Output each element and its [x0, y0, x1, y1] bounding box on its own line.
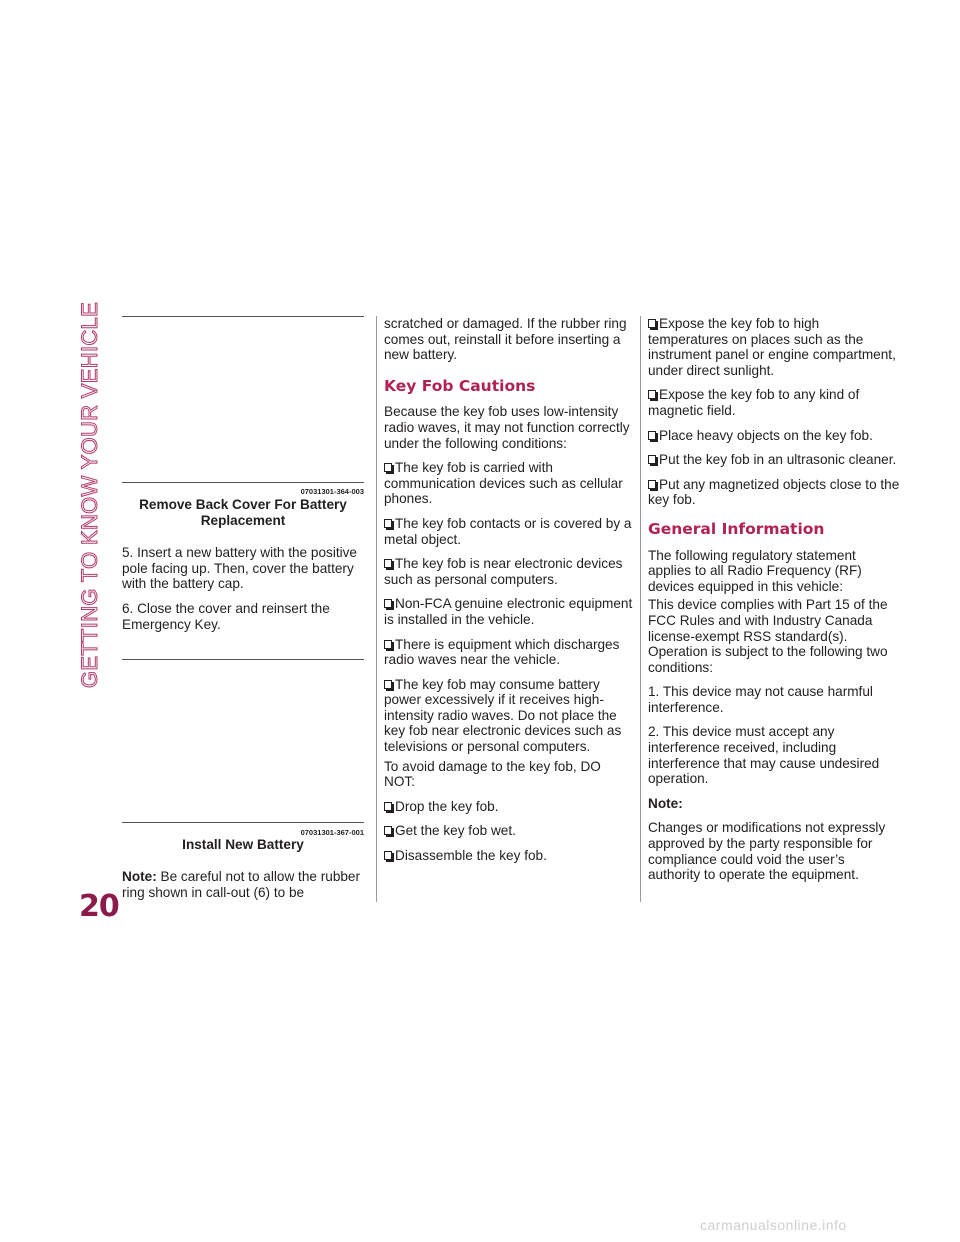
figure-caption-line: Install New Battery	[182, 837, 304, 852]
figure-top-rule	[122, 316, 364, 317]
checkbox-bullet-icon	[384, 599, 392, 608]
figure-caption	[122, 497, 364, 528]
list-item: Get the key fob wet.	[384, 823, 634, 839]
paragraph: This device complies with Part 15 of the FCC Rules and with Industry Canada license-exempt RSS standard(s). Operation is subject to the following two conditions:	[648, 597, 888, 675]
column-divider	[376, 316, 377, 902]
numbered-item: 1. This device may not cause harmful interference.	[648, 684, 873, 715]
figure-caption-line: Remove Back Cover For Battery	[139, 497, 347, 512]
list-item: Expose the key fob to any kind of magnetic field.	[648, 387, 860, 418]
section-heading: Key Fob Cautions	[384, 376, 536, 395]
side-tab	[70, 301, 110, 689]
note-label: Note:	[648, 795, 683, 811]
watermark: carmanualsonline.info	[700, 1217, 847, 1233]
note-text: Be careful not to allow the rubber ring shown in call-out (6) to be	[122, 869, 361, 900]
figure-caption	[122, 837, 364, 853]
column-3	[648, 316, 900, 892]
paragraph: To avoid damage to the key fob, DO NOT:	[384, 758, 601, 790]
list-item: Put any magnetized objects close to the key fob.	[648, 476, 900, 508]
figure-top-rule	[122, 659, 364, 660]
list-item: Disassemble the key fob.	[384, 848, 634, 864]
list-item: The key fob may consume battery power excessively if it receives high-intensity radio waves. Do not place the key fob near electronic devices such as televisions or personal computers.	[384, 676, 622, 755]
list-item: There is equipment which discharges radio waves near the vehicle.	[384, 636, 620, 668]
column-divider	[640, 316, 641, 902]
list-item: The key fob is carried with communication devices such as cellular phones.	[384, 460, 623, 507]
list-item: The key fob is near electronic devices such as personal computers.	[384, 556, 623, 587]
numbered-item: 2. This device must accept any interference received, including interference that may cause undesired operation.	[648, 724, 880, 787]
checkbox-bullet-icon	[384, 851, 392, 860]
page-number: 20	[79, 889, 119, 924]
list-item: Put the key fob in an ultrasonic cleaner.	[648, 452, 900, 468]
checkbox-bullet-icon	[384, 802, 392, 811]
step-6: 6. Close the cover and reinsert the Emergency Key.	[122, 601, 330, 632]
checkbox-bullet-icon	[384, 519, 392, 528]
side-tab-label: GETTING TO KNOW YOUR VEHICLE	[77, 301, 103, 689]
checkbox-bullet-icon	[648, 455, 656, 464]
list-item: The key fob contacts or is covered by a metal object.	[384, 515, 632, 547]
paragraph: Because the key fob uses low-intensity radio waves, it may not function correctly under the following conditions:	[384, 404, 630, 451]
figure-id: 07031301-367-001	[300, 828, 364, 837]
checkbox-bullet-icon	[384, 826, 392, 835]
checkbox-bullet-icon	[648, 319, 656, 328]
checkbox-bullet-icon	[384, 463, 392, 472]
note-text: Changes or modifications not expressly approved by the party responsible for compliance could void the user’s authority to operate the equipment.	[648, 820, 886, 883]
checkbox-bullet-icon	[384, 680, 392, 689]
list-item: Non-FCA genuine electronic equipment is installed in the vehicle.	[384, 596, 633, 627]
checkbox-bullet-icon	[648, 480, 656, 489]
checkbox-bullet-icon	[648, 431, 656, 440]
paragraph: The following regulatory statement applies to all Radio Frequency (RF) devices equipped in this vehicle:	[648, 547, 862, 594]
checkbox-bullet-icon	[648, 390, 656, 399]
note-label: Note:	[122, 869, 157, 884]
step-5: 5. Insert a new battery with the positive pole facing up. Then, cover the battery with the battery cap.	[122, 545, 357, 592]
list-item: Place heavy objects on the key fob.	[648, 428, 900, 444]
figure-caption-line: Replacement	[200, 512, 286, 528]
figure-bottom-rule	[122, 822, 364, 823]
list-item: Drop the key fob.	[384, 799, 634, 815]
checkbox-bullet-icon	[384, 640, 392, 649]
checkbox-bullet-icon	[384, 559, 392, 568]
list-item: Expose the key fob to high temperatures on places such as the instrument panel or engine compartment, under direct sunlight.	[648, 316, 896, 378]
note	[122, 869, 370, 900]
paragraph: scratched or damaged. If the rubber ring comes out, reinstall it before inserting a new battery.	[384, 316, 627, 363]
column-2	[384, 316, 634, 873]
figure-id: 07031301-364-003	[300, 487, 364, 496]
section-heading: General Information	[648, 519, 825, 538]
figure-bottom-rule	[122, 482, 364, 483]
